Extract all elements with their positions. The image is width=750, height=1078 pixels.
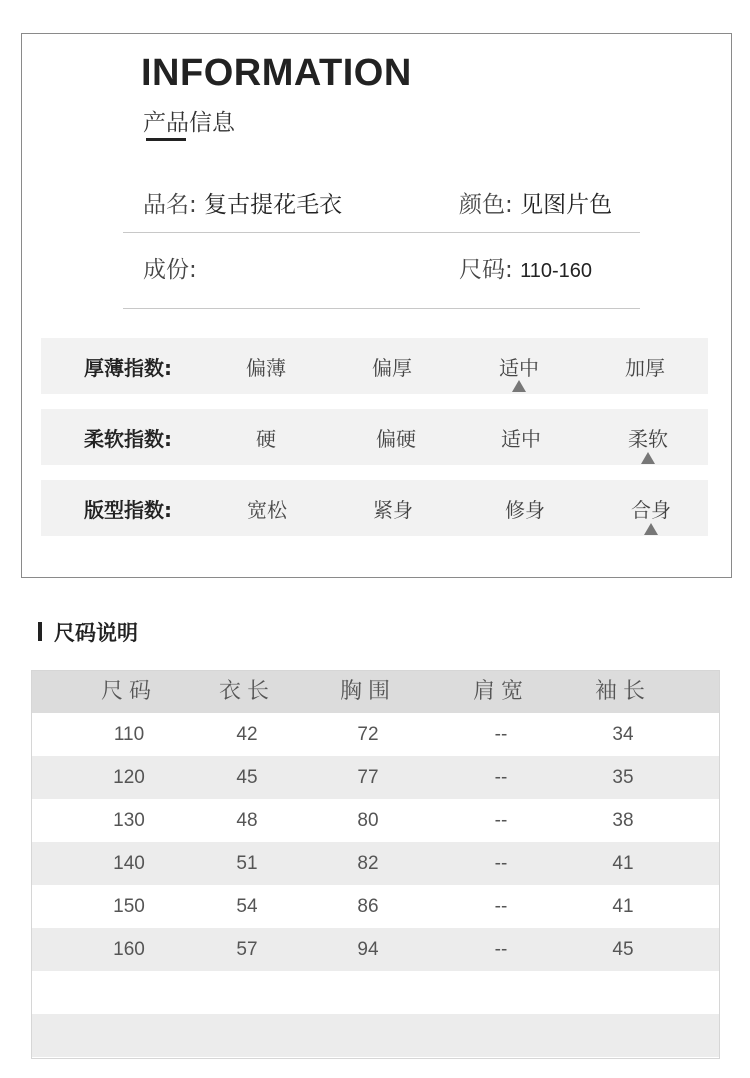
table-cell: 41 [612,853,634,874]
size-table [31,670,720,1057]
table-cell: 54 [236,896,258,917]
table-cell: 110 [113,724,145,745]
table-row [31,756,720,799]
index-option: 硬 [256,427,276,451]
table-cell: -- [494,810,508,831]
table-cell: 35 [612,767,634,788]
selected-marker-icon [641,452,655,464]
selected-marker-icon [644,523,658,535]
table-header [31,670,720,713]
table-row [31,842,720,885]
product-color-value: 见图片色 [520,192,613,218]
table-cell: 120 [113,767,145,788]
table-cell: 51 [236,853,258,874]
column-header: 肩宽 [472,679,530,704]
column-header: 衣长 [218,679,276,704]
title-underline [146,138,186,141]
selected-marker-icon [512,380,526,392]
column-header: 尺码 [100,679,158,704]
table-cell: 45 [236,767,258,788]
product-name-value: 复古提花毛衣 [204,192,343,218]
table-cell: -- [494,767,508,788]
index-option: 偏厚 [372,356,412,380]
index-option: 加厚 [625,356,665,380]
table-cell: 80 [357,810,379,831]
product-info-panel [21,33,732,578]
size-range-value: 110-160 [520,260,592,282]
table-cell: 41 [612,896,634,917]
index-label: 厚薄指数: [84,356,172,380]
table-row [31,799,720,842]
index-option: 紧身 [373,498,413,522]
table-cell: -- [494,939,508,960]
column-header: 袖长 [594,679,652,704]
table-cell: 130 [113,810,145,831]
table-cell: 140 [113,853,145,874]
index-label: 柔软指数: [84,427,172,451]
index-option: 适中 [499,356,539,380]
index-option: 偏薄 [246,356,286,380]
softness-index-row [41,409,708,465]
table-cell: 42 [236,724,258,745]
table-cell: -- [494,724,508,745]
product-color-label: 颜色: [459,192,513,218]
table-cell: 82 [357,853,379,874]
table-row [31,1014,720,1057]
divider [123,232,640,233]
index-option: 偏硬 [376,427,416,451]
table-cell: 57 [236,939,258,960]
table-cell: 94 [357,939,379,960]
info-subtitle: 产品信息 [143,110,235,136]
size-range-label: 尺码: [459,257,513,283]
index-label: 版型指数: [84,498,172,522]
index-option: 修身 [505,498,545,522]
info-title: INFORMATION [141,52,412,94]
table-cell: 45 [612,939,634,960]
table-cell: 38 [612,810,634,831]
table-row [31,885,720,928]
table-cell: 77 [357,767,379,788]
fit-index-row [41,480,708,536]
section-bar [38,622,42,641]
column-header: 胸围 [339,679,397,704]
product-name-label: 品名: [143,192,197,218]
table-cell: -- [494,853,508,874]
composition-label: 成份: [143,257,197,283]
table-cell: 160 [113,939,145,960]
divider [123,308,640,309]
thickness-index-row [41,338,708,394]
table-cell: 150 [113,896,145,917]
table-cell: 48 [236,810,258,831]
index-option: 适中 [501,427,541,451]
table-cell: -- [494,896,508,917]
table-cell: 86 [357,896,379,917]
table-row [31,971,720,1014]
table-cell: 34 [612,724,634,745]
size-section-title: 尺码说明 [54,621,138,645]
product-color-field [459,186,612,219]
index-option: 合身 [631,498,671,522]
size-range-field [459,251,592,284]
index-option: 柔软 [628,427,668,451]
table-row [31,928,720,971]
index-option: 宽松 [247,498,287,522]
composition-field [143,251,197,284]
product-name-field [143,186,342,219]
table-cell: 72 [357,724,379,745]
table-row [31,713,720,756]
